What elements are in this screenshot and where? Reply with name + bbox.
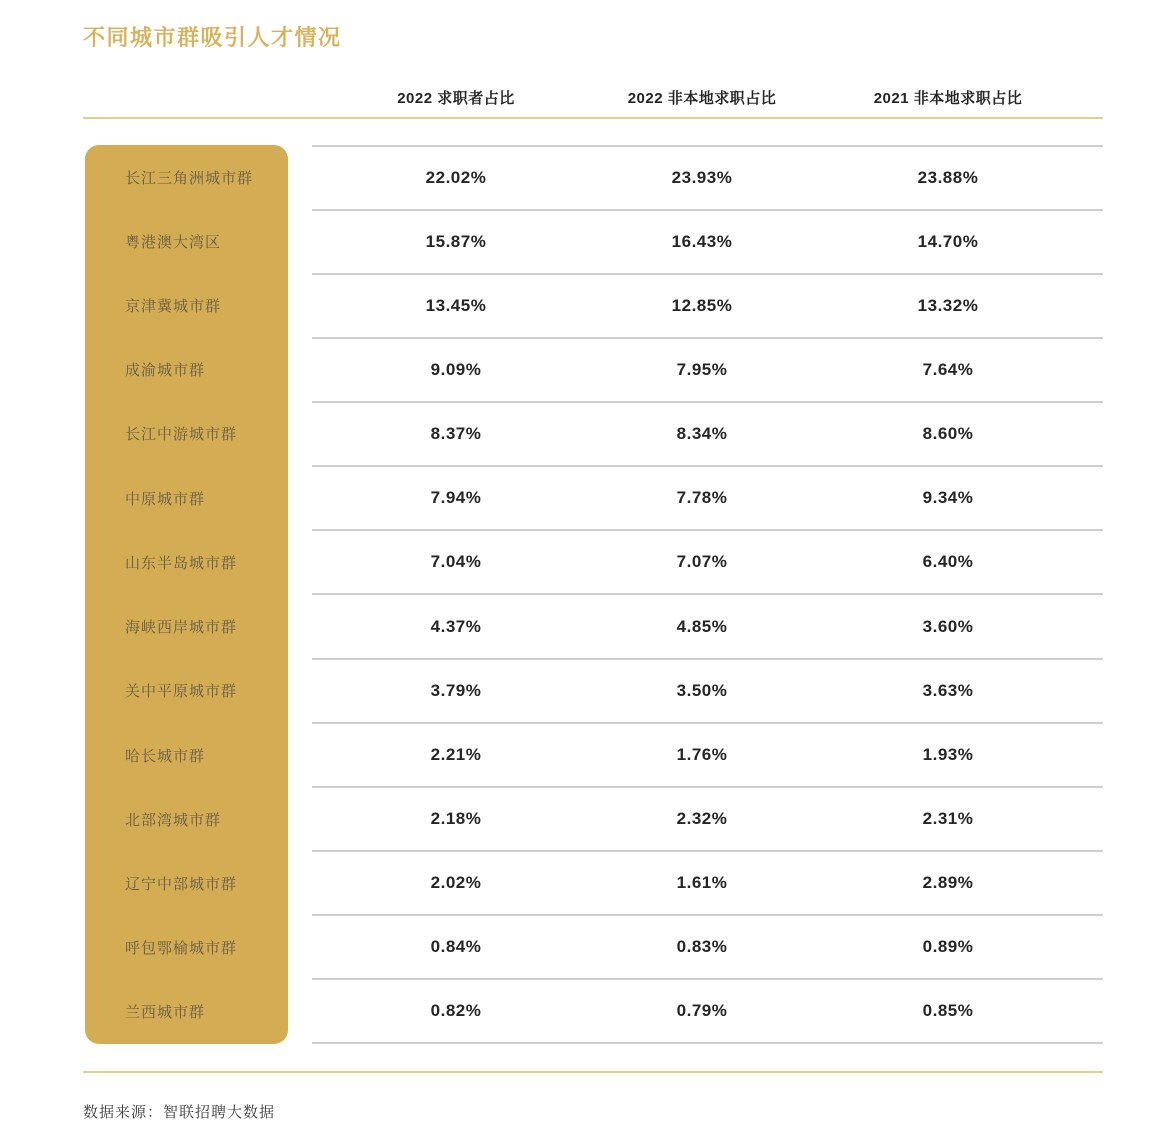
- column-header-row: [333, 87, 1071, 108]
- value-cell: 0.83%: [676, 936, 728, 956]
- value-cell: 23.93%: [671, 168, 733, 188]
- value-cell: 6.40%: [922, 552, 974, 572]
- value-cell: 4.37%: [430, 616, 482, 636]
- table-row: [312, 593, 1103, 657]
- value-cell: 2.18%: [430, 808, 482, 828]
- table-row: [312, 337, 1103, 401]
- table-row: [312, 529, 1103, 593]
- table-row: [312, 658, 1103, 722]
- value-cell: 2.89%: [922, 872, 974, 892]
- data-source-note: 数据来源：智联招聘大数据: [83, 1104, 276, 1121]
- table-row: [312, 786, 1103, 850]
- table-row: [312, 914, 1103, 978]
- value-cell: 4.85%: [676, 616, 728, 636]
- column-header-2022-nonlocal-share: 2022 非本地求职占比: [627, 90, 777, 107]
- sidebar-label-12: 辽宁中部城市群: [125, 875, 238, 893]
- value-cell: 23.88%: [917, 168, 979, 188]
- value-cell: 16.43%: [671, 232, 733, 252]
- value-cell: 1.93%: [922, 744, 974, 764]
- value-cell: 2.32%: [676, 808, 728, 828]
- table-row: [312, 145, 1103, 209]
- value-cell: 0.89%: [922, 936, 974, 956]
- value-cell: 0.79%: [676, 1000, 728, 1020]
- value-cell: 2.31%: [922, 808, 974, 828]
- value-cell: 0.85%: [922, 1000, 974, 1020]
- table-body: [312, 145, 1103, 1044]
- sidebar-label-6: 中原城市群: [125, 490, 206, 508]
- table-row: [312, 978, 1103, 1042]
- table-row: [312, 209, 1103, 273]
- sidebar-label-11: 北部湾城市群: [125, 811, 222, 829]
- value-cell: 8.60%: [922, 424, 974, 444]
- value-cell: 7.64%: [922, 360, 974, 380]
- value-cell: 9.09%: [430, 360, 482, 380]
- value-cell: 0.82%: [430, 1000, 482, 1020]
- value-cell: 7.04%: [430, 552, 482, 572]
- sidebar-label-8: 海峡西岸城市群: [125, 619, 238, 637]
- sidebar-label-14: 兰西城市群: [125, 1004, 206, 1022]
- value-cell: 1.76%: [676, 744, 728, 764]
- value-cell: 7.95%: [676, 360, 728, 380]
- value-cell: 8.37%: [430, 424, 482, 444]
- value-cell: 13.32%: [917, 296, 979, 316]
- table-row: [312, 722, 1103, 786]
- sidebar-label-13: 呼包鄂榆城市群: [125, 940, 238, 958]
- value-cell: 9.34%: [922, 488, 974, 508]
- page-title: 不同城市群吸引人才情况: [83, 25, 342, 50]
- sidebar-label-10: 哈长城市群: [125, 747, 206, 765]
- value-cell: 7.78%: [676, 488, 728, 508]
- table-row: [312, 273, 1103, 337]
- divider-top-gold: [83, 117, 1103, 119]
- value-cell: 13.45%: [425, 296, 487, 316]
- sidebar-label-1: 长江三角洲城市群: [125, 169, 254, 187]
- column-header-2021-nonlocal-share: 2021 非本地求职占比: [873, 90, 1023, 107]
- value-cell: 2.21%: [430, 744, 482, 764]
- divider-bottom-gold: [83, 1071, 1103, 1073]
- value-cell: 1.61%: [676, 872, 728, 892]
- column-header-2022-jobseeker-share: 2022 求职者占比: [397, 90, 515, 107]
- city-cluster-sidebar: [85, 145, 288, 1044]
- value-cell: 3.50%: [676, 680, 728, 700]
- value-cell: 7.94%: [430, 488, 482, 508]
- sidebar-label-5: 长江中游城市群: [125, 426, 238, 444]
- sidebar-label-9: 关中平原城市群: [125, 683, 238, 701]
- value-cell: 8.34%: [676, 424, 728, 444]
- value-cell: 7.07%: [676, 552, 728, 572]
- value-cell: 2.02%: [430, 872, 482, 892]
- sidebar-label-3: 京津冀城市群: [125, 298, 222, 316]
- table-row: [312, 465, 1103, 529]
- value-cell: 22.02%: [425, 168, 487, 188]
- sidebar-label-7: 山东半岛城市群: [125, 554, 238, 572]
- value-cell: 3.63%: [922, 680, 974, 700]
- sidebar-label-4: 成渝城市群: [125, 362, 206, 380]
- value-cell: 3.79%: [430, 680, 482, 700]
- value-cell: 12.85%: [671, 296, 733, 316]
- value-cell: 14.70%: [917, 232, 979, 252]
- table-row: [312, 401, 1103, 465]
- value-cell: 3.60%: [922, 616, 974, 636]
- value-cell: 15.87%: [425, 232, 487, 252]
- sidebar-label-2: 粤港澳大湾区: [125, 233, 222, 251]
- value-cell: 0.84%: [430, 936, 482, 956]
- table-row: [312, 850, 1103, 914]
